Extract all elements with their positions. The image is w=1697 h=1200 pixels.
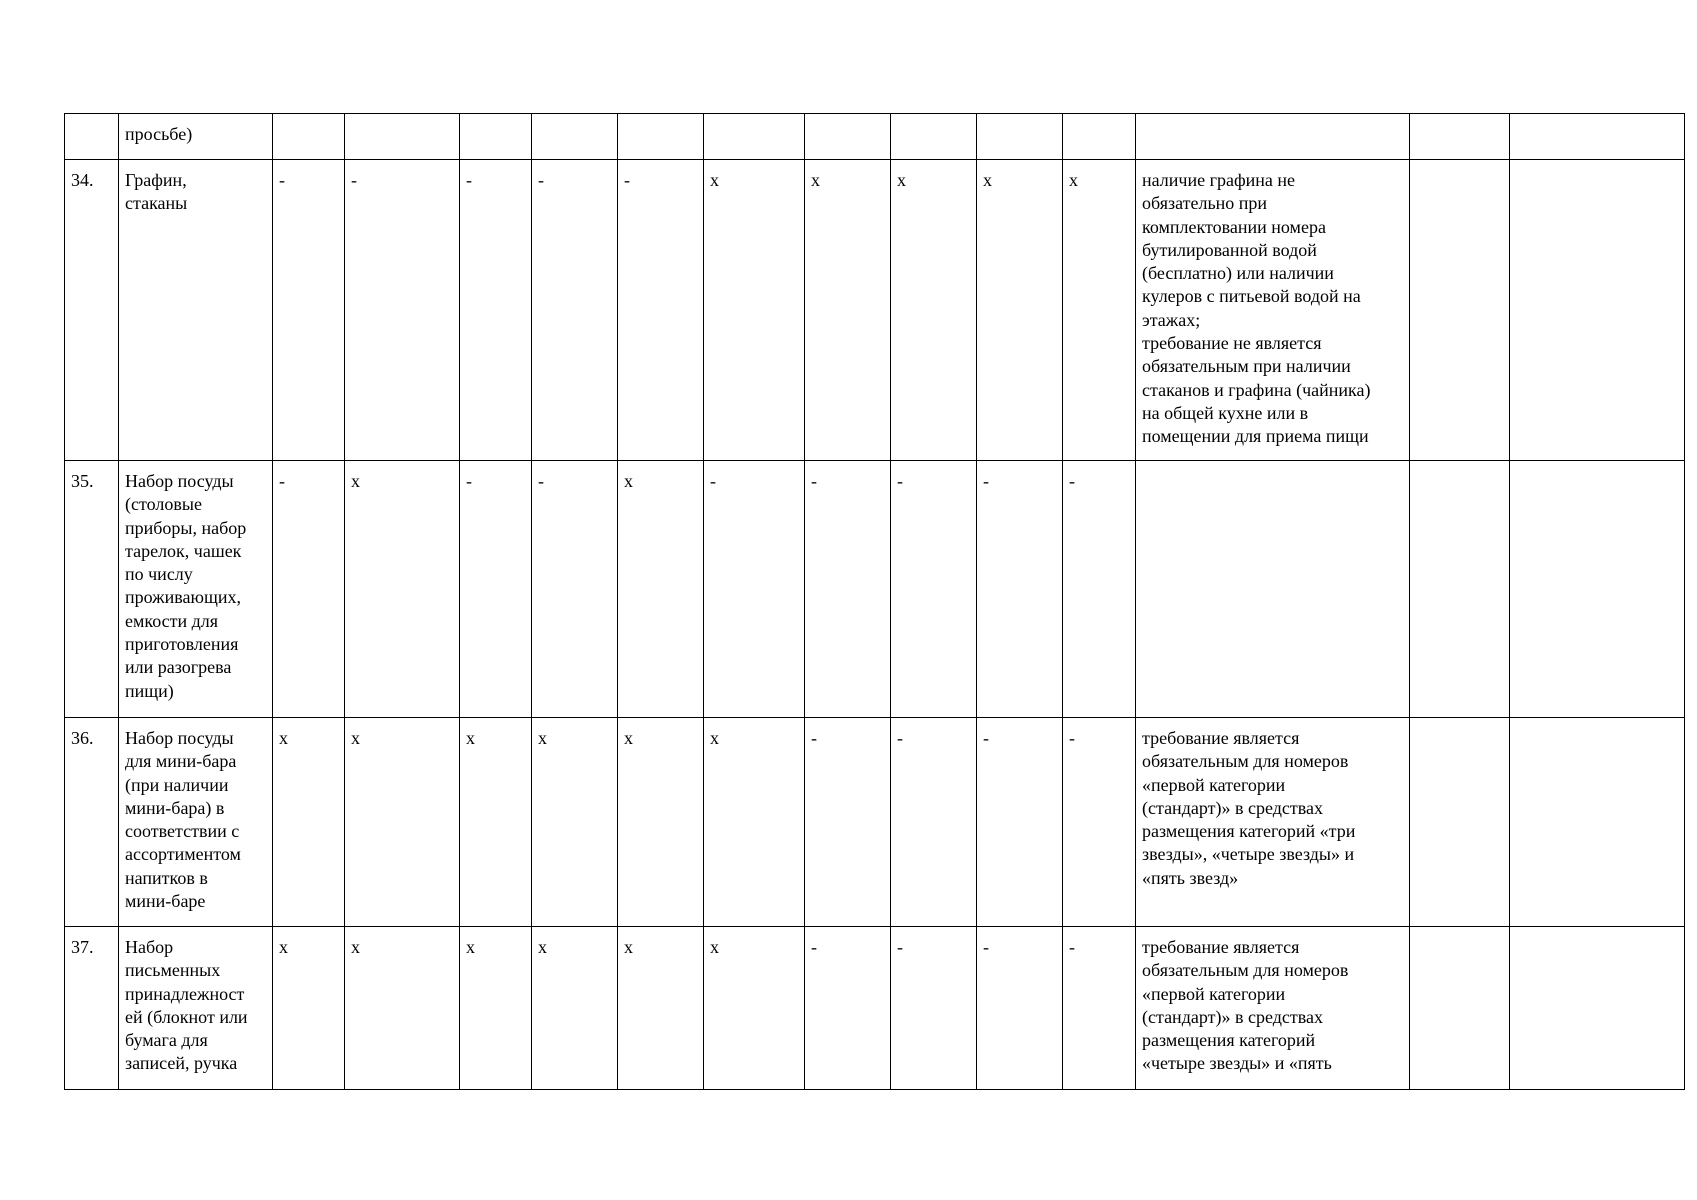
category-mark: - — [891, 718, 977, 927]
category-mark: - — [977, 718, 1063, 927]
category-mark — [618, 114, 704, 160]
category-mark: x — [460, 718, 532, 927]
extra-cell — [1410, 114, 1510, 160]
extra-cell — [1410, 461, 1510, 718]
row-number — [65, 114, 119, 160]
extra-cell — [1510, 160, 1685, 461]
extra-cell — [1410, 927, 1510, 1090]
category-mark: - — [805, 927, 891, 1090]
category-mark: - — [1063, 927, 1136, 1090]
category-mark: x — [977, 160, 1063, 461]
table-row — [65, 461, 1685, 718]
category-mark: x — [704, 160, 805, 461]
category-mark: - — [273, 160, 345, 461]
category-mark: x — [618, 461, 704, 718]
category-mark: - — [532, 160, 618, 461]
category-mark: - — [891, 927, 977, 1090]
category-mark: x — [891, 160, 977, 461]
category-mark — [460, 114, 532, 160]
category-mark: - — [618, 160, 704, 461]
category-mark: - — [273, 461, 345, 718]
extra-cell — [1510, 461, 1685, 718]
category-mark: x — [460, 927, 532, 1090]
category-mark: x — [345, 927, 460, 1090]
row-number: 35. — [65, 461, 119, 718]
note-cell: требование является обязательным для номеров «первой категории (стандарт)» в средствах размещения категорий «четыре звезды» и «пять — [1136, 927, 1410, 1090]
category-mark — [532, 114, 618, 160]
category-mark: x — [273, 927, 345, 1090]
category-mark: x — [273, 718, 345, 927]
extra-cell — [1410, 160, 1510, 461]
category-mark: x — [532, 927, 618, 1090]
requirements-table — [64, 113, 1685, 1090]
category-mark — [891, 114, 977, 160]
note-cell — [1136, 114, 1410, 160]
category-mark: - — [532, 461, 618, 718]
category-mark: - — [345, 160, 460, 461]
item-name: Графин, стаканы — [119, 160, 273, 461]
category-mark: - — [460, 160, 532, 461]
row-number: 34. — [65, 160, 119, 461]
category-mark: x — [704, 927, 805, 1090]
item-name: Набор письменных принадлежност ей (блокнот или бумага для записей, ручка — [119, 927, 273, 1090]
category-mark: x — [345, 461, 460, 718]
category-mark: - — [704, 461, 805, 718]
category-mark — [1063, 114, 1136, 160]
category-mark — [805, 114, 891, 160]
category-mark — [273, 114, 345, 160]
row-number: 36. — [65, 718, 119, 927]
item-name: Набор посуды для мини-бара (при наличии мини-бара) в соответствии с ассортиментом напитков в мини-баре — [119, 718, 273, 927]
category-mark: - — [460, 461, 532, 718]
category-mark: - — [805, 461, 891, 718]
category-mark: - — [805, 718, 891, 927]
extra-cell — [1410, 718, 1510, 927]
category-mark: x — [805, 160, 891, 461]
extra-cell — [1510, 927, 1685, 1090]
extra-cell — [1510, 114, 1685, 160]
category-mark: - — [1063, 461, 1136, 718]
category-mark: x — [704, 718, 805, 927]
note-cell — [1136, 461, 1410, 718]
category-mark — [704, 114, 805, 160]
note-cell: наличие графина не обязательно при комплектовании номера бутилированной водой (бесплатно) или наличии кулеров с питьевой водой на этажах; требование не является обязательным при наличии стаканов и графина (чайника) на общей кухне или в помещении для приема пищи — [1136, 160, 1410, 461]
category-mark: x — [618, 927, 704, 1090]
category-mark: - — [1063, 718, 1136, 927]
table-row — [65, 927, 1685, 1090]
category-mark: - — [977, 461, 1063, 718]
category-mark — [345, 114, 460, 160]
extra-cell — [1510, 718, 1685, 927]
table-row — [65, 114, 1685, 160]
category-mark: - — [977, 927, 1063, 1090]
category-mark: x — [345, 718, 460, 927]
row-number: 37. — [65, 927, 119, 1090]
table-row — [65, 160, 1685, 461]
category-mark: x — [532, 718, 618, 927]
item-name: просьбе) — [119, 114, 273, 160]
item-name: Набор посуды (столовые приборы, набор тарелок, чашек по числу проживающих, емкости для приготовления или разогрева пищи) — [119, 461, 273, 718]
category-mark — [977, 114, 1063, 160]
category-mark: - — [891, 461, 977, 718]
category-mark: x — [1063, 160, 1136, 461]
table-row — [65, 718, 1685, 927]
category-mark: x — [618, 718, 704, 927]
note-cell: требование является обязательным для номеров «первой категории (стандарт)» в средствах размещения категорий «три звезды», «четыре звезды» и «пять звезд» — [1136, 718, 1410, 927]
